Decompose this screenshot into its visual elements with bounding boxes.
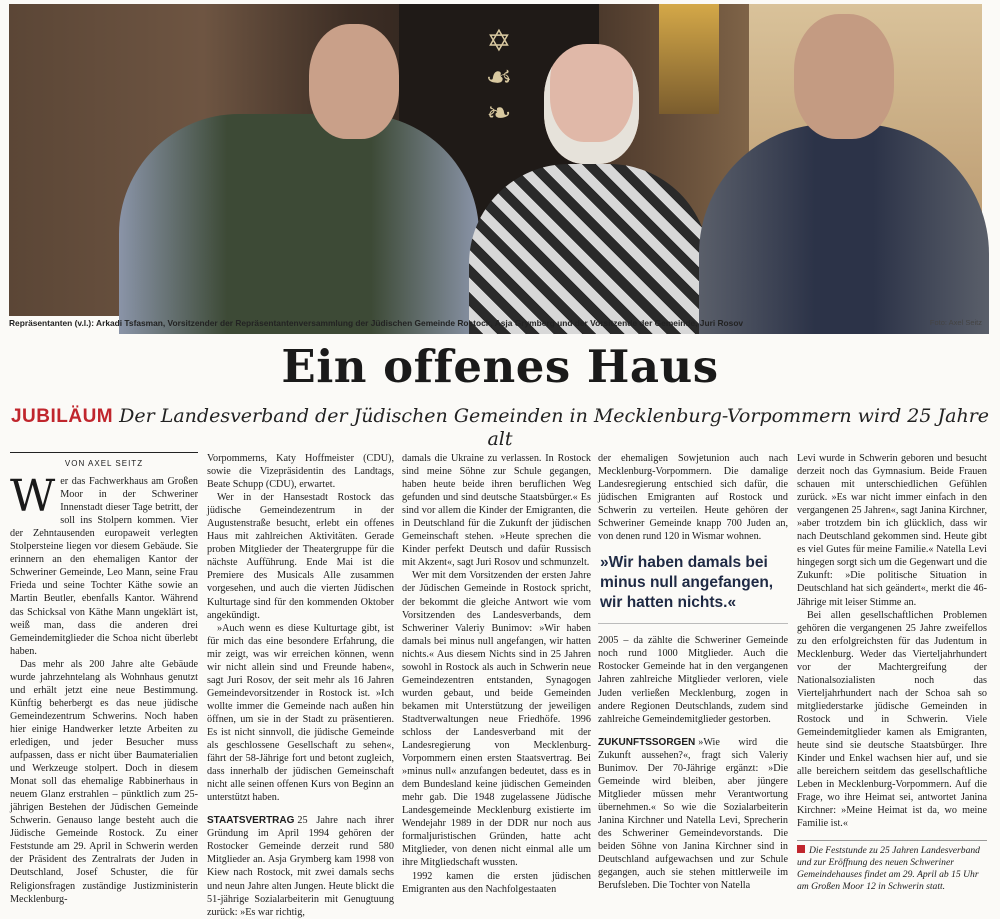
info-box bbox=[797, 840, 987, 893]
column-1 bbox=[10, 452, 198, 906]
caption-text: Repräsentanten (v.l.): Arkadi Tsfasman, Vorsitzender der Repräsentantenversammlung der Jüdischen Gemeinde Rostock, Asja Grymberg und der Vorsitzende der Gemeinde, Juri Rosov bbox=[9, 318, 744, 328]
paragraph: ZUKUNFTSSORGEN »Wie wird die Zukunft aussehen?«, fragt sich Valeriy Bunimov. Der 70-Jährige ergänzt: »Die Gemeinde wird bleiben, aber jüngere Mitglieder müssen mehr Verantwortung übernehmen.« So wie die Sozialarbeiterin Janina Kirchner und Natella Levi, Sprecherin des Schweriner Gemeindevorstands. Die beiden Söhne von Janina Kirchner sind in Deutschland aufgewachsen und zur Schule gegangen, auch sie stehen mittlerweile im Berufsleben. Die Tochter von Natella bbox=[598, 736, 788, 892]
person-asja-head bbox=[544, 44, 639, 164]
subheadline bbox=[0, 405, 1000, 450]
column-2 bbox=[207, 452, 394, 919]
paragraph: STAATSVERTRAG 25 Jahre nach ihrer Gründung im April 1994 gehören der Rostocker Gemeinde derzeit rund 580 Mitglieder an. Asja Grymberg kam 1998 von Kiew nach Rostock, mit zwei damals sechs und neun Jahre alten Jungen. Heute blickt die 51-jährige Sozialarbeiterin mit Genugtuung zurück: »Es war richtig, bbox=[207, 815, 394, 918]
person-arkadi-body bbox=[119, 114, 479, 334]
paragraph: Bei allen gesellschaftlichen Problemen gehören die vergangenen 25 Jahre zweifellos zu den erfolgreichsten für das Judentum in Mecklenburg. Weder das Vierteljahrhundert vor der Machtergreifung der Nationalsozialisten noch das Vierteljahrhundert nach der Schoa sah so mitgliederstarke jüdische Gemeinden in Rostock und in Schwerin. Viele Gemeindemitglieder kamen als Emigranten, heute sind sie deutsche Staatsbürger. Ihre Kinder und Enkel wachsen hier auf, und sie alle bereichern seitdem das gesellschaftliche Leben in Mecklenburg-Vorpommern. Auf die Frage, wo ihre Heimat sei, antwortet Janina Kirchner: »Meine Heimat ist da, wo meine Familie ist.« bbox=[797, 609, 987, 830]
photo-caption bbox=[9, 318, 982, 332]
paragraph: 2005 – da zählte die Schweriner Gemeinde noch rund 1000 Mitglieder. Auch die Rostocker Gemeinde hat in den vergangenen Jahren zahlreiche Mitglieder verloren, viele Juden verließen Mecklenburg, zogen in andere Regionen Deutschlands, zudem sind zahlreiche Gemeindemitglieder gestorben. bbox=[598, 635, 788, 725]
headline: Ein offenes Haus bbox=[281, 340, 719, 393]
subheadline-text: Der Landesverband der Jüdischen Gemeinden in Mecklenburg-Vorpommern wird 25 Jahre alt bbox=[119, 405, 990, 450]
paragraph: 1992 kamen die ersten jüdischen Emigranten aus den Nachfolgestaaten bbox=[402, 870, 591, 895]
paragraph: Wer das Fachwerkhaus am Großen Moor in der Schweriner Innenstadt dieser Tage betritt, der soll ins Stolpern kommen. Vier der Zehntausenden europaweit verlegten Stolpersteine liegen vor diesem Gebäude. Sie erinnern an den ehemaligen Kantor der Schweriner Gemeinde, Leo Mann, seine Frau Frieda und seine Tochter Käthe sowie an Martin Beutler, ebenfalls Kantor. Während das Schicksal von Käthe Mann ungeklärt ist, weiß man, dass die anderen drei Gemeindemitglieder die Schoa nicht überlebt haben. bbox=[10, 471, 198, 657]
photo-stained-window bbox=[659, 4, 719, 114]
paragraph: Levi wurde in Schwerin geboren und besucht derzeit noch das Gymnasium. Beide Frauen schauen mit unterschiedlichen Gefühlen zurück. »Es war nicht immer einfach in den vergangenen 25 Jahren«, sagt Janina Kirchner, »aber trotzdem bin ich glücklich, dass wir nach Deutschland gekommen sind. Heute gibt es viel Gutes für meine Familie.« Natella Levi hingegen sorgt sich um die Gegenwart und die Zukunft: »Die politische Situation in Deutschland hat sich geändert«, merkt die 46-Jährige mit leiser Stimme an. bbox=[797, 453, 987, 608]
info-text: Die Feststunde zu 25 Jahren Landesverband und zur Eröffnung des neuen Schweriner Gemeindehauses findet am 29. April ab 15 Uhr am Großen Moor 12 in Schwerin statt. bbox=[797, 845, 980, 893]
article-photo bbox=[9, 4, 982, 316]
dropcap: W bbox=[10, 471, 56, 523]
paragraph: der ehemaligen Sowjetunion auch nach Mecklenburg-Vorpommern. Die damalige Landesregierung entschied sich dafür, die jüdischen Emigranten auf Rostock und Schwerin zu verteilen. Heute gehören der Schweriner Gemeinde knapp 700 Juden an, von denen rund 120 in Wismar wohnen. bbox=[598, 453, 788, 543]
person-arkadi-head bbox=[309, 24, 399, 139]
info-square-icon bbox=[797, 845, 805, 853]
paragraph: Vorpommerns, Katy Hoffmeister (CDU), sowie die Vizepräsidentin des Landtags, Beate Schupp (CDU), erwartet. bbox=[207, 453, 394, 491]
paragraph: »Auch wenn es diese Kulturtage gibt, ist für mich das eine besondere Erfahrung, die mir zeigt, was wir erreichen können, wenn wir nicht allein sind und Freunde haben«, sagt Juri Rosov, der seit mehr als 16 Jahren Gemeindevorsitzender in Rostock ist. »Ich wollte immer die Gemeinde nach außen hin öffnen, um sie in der Stadt zu präsentieren. Es ist nicht sinnvoll, die jüdische Gemeinde als geschlossene Gesellschaft zu sehen«, fährt der 58-Jährige fort und betont zugleich, dass innerhalb der jüdischen Gemeinschaft nicht alle seinen offenen Kurs von Beginn an unterstützt haben. bbox=[207, 622, 394, 804]
column-3 bbox=[402, 452, 591, 896]
paragraph: Wer mit dem Vorsitzenden der ersten Jahre der Jüdischen Gemeinde in Rostock spricht, der bekommt die gleiche Antwort wie vom Vorsitzenden des Landesverbands, dem Schweriner Valeriy Bunimov: »Wir haben damals bei minus null angefangen, wir hatten nichts.« Aus diesem Nichts sind in 25 Jahren sowohl in Rostock als auch in Schwerin neue Gemeindezentren entstanden, Synagogen wurden gebaut, und beide Gemeinden bekamen mit Unterstützung der jeweiligen Stadtverwaltungen neue Friedhöfe. 1996 schloss der Landesverband mit der Landesregierung von Mecklenburg-Vorpommern einen ersten Staatsvertrag. Bei »minus null« anzufangen bedeutet, dass es in dem Bundesland keine jüdischen Gemeinden mehr gab. Die 1948 zugelassene Jüdische Landesgemeinde Mecklenburg existierte im Wendejahr 1989 in der DDR nur noch aus formaljuristischen Gründen, hatte acht Mitglieder, von denen nicht einmal alle um ihre Mitgliedschaft wussten. bbox=[402, 570, 591, 869]
column-4 bbox=[598, 452, 788, 892]
paragraph: damals die Ukraine zu verlassen. In Rostock sind meine Söhne zur Schule gegangen, haben heute beide ihren beruflichen Weg gefunden und sind deutsche Staatsbürger.« Es sind vor allem die Kinder der Emigranten, die in Deutschland für die Zukunft der jüdischen Gemeinschaft stehen. »Heute sprechen die Kinder perfekt Deutsch und dafür Russisch mit Akzent«, sagt Juri Rosov und schmunzelt. bbox=[402, 453, 591, 569]
torah-curtain-emblem: ✡ ☙ ❧ bbox=[485, 24, 513, 131]
pull-quote: »Wir haben damals bei minus null angefangen, wir hatten nichts.« bbox=[598, 553, 788, 624]
column-5 bbox=[797, 452, 987, 893]
kicker: JUBILÄUM bbox=[10, 406, 114, 427]
paragraph: Das mehr als 200 Jahre alte Gebäude wurde jahrzehntelang als Wohnhaus genutzt und erhält jetzt eine neue Bestimmung. Künftig beherbergt es das neue jüdische Gemeindezentrum Schwerins. Noch haben hier einige Handwerker letzte Arbeiten zu erledigen, und jeder Besucher muss aufpassen, dass er nicht über Baumaterialien und Werkzeuge stolpert. Doch in diesem Monat soll das ehemalige Rabbinerhaus in neuem Glanz erstrahlen – pünktlich zum 25-jährigen Bestehen der Jüdischen Gemeinde Schwerin. Genauso lange besteht auch die Jüdische Gemeinde Rostock. Zu einer Feststunde am 29. April in Schwerin werden der Präsident des Zentralrats der Juden in Deutschland, Josef Schuster, die für Religionsfragen zuständige Justizministerin Mecklenburg- bbox=[10, 658, 198, 905]
subheading-staatsvertrag: STAATSVERTRAG bbox=[207, 815, 295, 827]
person-juri-head bbox=[794, 14, 894, 139]
person-asja-body bbox=[469, 164, 709, 334]
photo-credit: Foto: Axel Seitz bbox=[929, 318, 982, 327]
paragraph: Wer in der Hansestadt Rostock das jüdische Gemeindezentrum in der Augustenstraße besucht, erlebt ein offenes Haus mit zahlreichen Aktivitäten. Gerade proben Mitglieder der Theatergruppe für die nächste Aufführung. Ende Mai ist die Premiere des Musicals Alle zusammen vorgesehen, und auch die vierten Jüdischen Kulturtage sind für den kommenden Oktober angekündigt. bbox=[207, 492, 394, 621]
byline: VON AXEL SEITZ bbox=[10, 452, 198, 475]
subheading-zukunftssorgen: ZUKUNFTSSORGEN bbox=[598, 736, 696, 748]
